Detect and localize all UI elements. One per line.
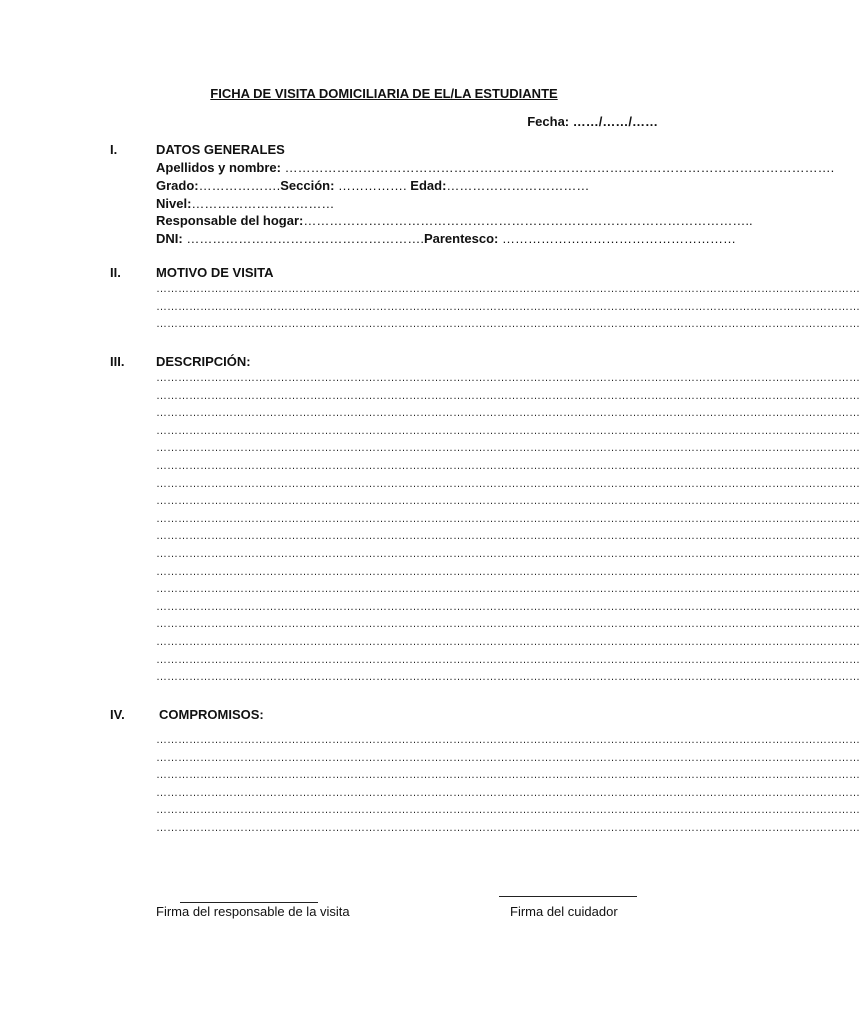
nivel-field — [156, 195, 334, 212]
descripcion-dotted-line: ………………………………………………………………………………………………………………………………………………………………………… — [156, 407, 860, 420]
section-2-heading: MOTIVO DE VISITA — [156, 265, 274, 280]
apellidos-label: Apellidos y nombre: — [156, 160, 281, 175]
date-value: ……/……/…… — [572, 114, 658, 129]
descripcion-dotted-line: ………………………………………………………………………………………………………………………………………………………………………… — [156, 600, 860, 613]
compromisos-dotted-line: ………………………………………………………………………………………………………………………………………………………………………… — [156, 822, 860, 834]
descripcion-dotted-line: ………………………………………………………………………………………………………………………………………………………………………… — [156, 565, 860, 578]
document-title: FICHA DE VISITA DOMICILIARIA DE EL/LA ESTUDIANTE — [210, 86, 558, 101]
edad-label: Edad: — [406, 178, 447, 193]
date-field — [527, 114, 658, 129]
compromisos-dotted-line: ………………………………………………………………………………………………………………………………………………………………………… — [156, 769, 860, 782]
dni-blank: ………………………………………………. — [182, 231, 424, 246]
grado-row — [156, 177, 589, 194]
date-label: Fecha: — [527, 114, 570, 129]
responsable-label: Responsable del hogar: — [156, 213, 304, 228]
right-signature-line — [499, 896, 637, 897]
dni-label: DNI: — [156, 231, 183, 246]
descripcion-dotted-line: ………………………………………………………………………………………………………………………………………………………………………… — [156, 548, 860, 560]
section-3-numeral: III. — [110, 354, 125, 369]
descripcion-dotted-line: ………………………………………………………………………………………………………………………………………………………………………… — [156, 460, 860, 472]
grado-label: Grado: — [156, 178, 199, 193]
apellidos-blank: ………………………………………………………………………………………………………………. — [280, 160, 835, 175]
section-4-numeral: IV. — [110, 707, 125, 722]
grado-blank: ………………. — [198, 178, 281, 193]
descripcion-dotted-line: ………………………………………………………………………………………………………………………………………………………………………… — [156, 477, 860, 490]
descripcion-dotted-line: ………………………………………………………………………………………………………………………………………………………………………… — [156, 495, 860, 508]
section-1-heading: DATOS GENERALES — [156, 142, 285, 157]
section-2-numeral: II. — [110, 265, 121, 280]
right-signature-label: Firma del cuidador — [510, 904, 618, 919]
section-3-heading: DESCRIPCIÓN: — [156, 354, 251, 369]
nivel-blank: …………………………… — [191, 196, 335, 211]
motivo-dotted-line: ………………………………………………………………………………………………………………………………………………………………………… — [156, 283, 860, 295]
section-4-heading: COMPROMISOS: — [159, 707, 264, 722]
descripcion-dotted-line: ………………………………………………………………………………………………………………………………………………………………………… — [156, 583, 860, 596]
left-signature-line — [180, 902, 318, 903]
responsable-field — [156, 212, 753, 229]
motivo-dotted-line: ………………………………………………………………………………………………………………………………………………………………………… — [156, 318, 860, 330]
descripcion-dotted-line: ………………………………………………………………………………………………………………………………………………………………………… — [156, 372, 860, 384]
parentesco-blank: ……………………………………………… — [498, 231, 736, 246]
nivel-label: Nivel: — [156, 196, 192, 211]
seccion-blank: ……………. — [334, 178, 407, 193]
compromisos-dotted-line: ………………………………………………………………………………………………………………………………………………………………………… — [156, 786, 860, 799]
compromisos-dotted-line: ………………………………………………………………………………………………………………………………………………………………………… — [156, 734, 860, 746]
descripcion-dotted-line: ………………………………………………………………………………………………………………………………………………………………………… — [156, 653, 860, 666]
descripcion-dotted-line: ………………………………………………………………………………………………………………………………………………………………………… — [156, 618, 860, 631]
section-1-numeral: I. — [110, 142, 118, 157]
responsable-blank: ………………………………………………………………………………………….. — [303, 213, 753, 228]
apellidos-field — [156, 159, 834, 176]
descripcion-dotted-line: ………………………………………………………………………………………………………………………………………………………………………… — [156, 389, 860, 402]
parentesco-label: Parentesco: — [423, 231, 499, 246]
compromisos-dotted-line: ………………………………………………………………………………………………………………………………………………………………………… — [156, 804, 860, 817]
dni-row — [156, 230, 736, 247]
left-signature-label: Firma del responsable de la visita — [156, 904, 350, 919]
descripcion-dotted-line: ………………………………………………………………………………………………………………………………………………………………………… — [156, 424, 860, 437]
compromisos-dotted-line: ………………………………………………………………………………………………………………………………………………………………………… — [156, 751, 860, 764]
edad-blank: …………………………… — [446, 178, 590, 193]
descripcion-dotted-line: ………………………………………………………………………………………………………………………………………………………………………… — [156, 530, 860, 543]
descripcion-dotted-line: ………………………………………………………………………………………………………………………………………………………………………… — [156, 636, 860, 648]
descripcion-dotted-line: ………………………………………………………………………………………………………………………………………………………………………… — [156, 671, 860, 684]
descripcion-dotted-line: ………………………………………………………………………………………………………………………………………………………………………… — [156, 512, 860, 525]
descripcion-dotted-line: ………………………………………………………………………………………………………………………………………………………………………… — [156, 442, 860, 455]
motivo-dotted-line: ………………………………………………………………………………………………………………………………………………………………………… — [156, 300, 860, 313]
seccion-label: Sección: — [280, 178, 335, 193]
